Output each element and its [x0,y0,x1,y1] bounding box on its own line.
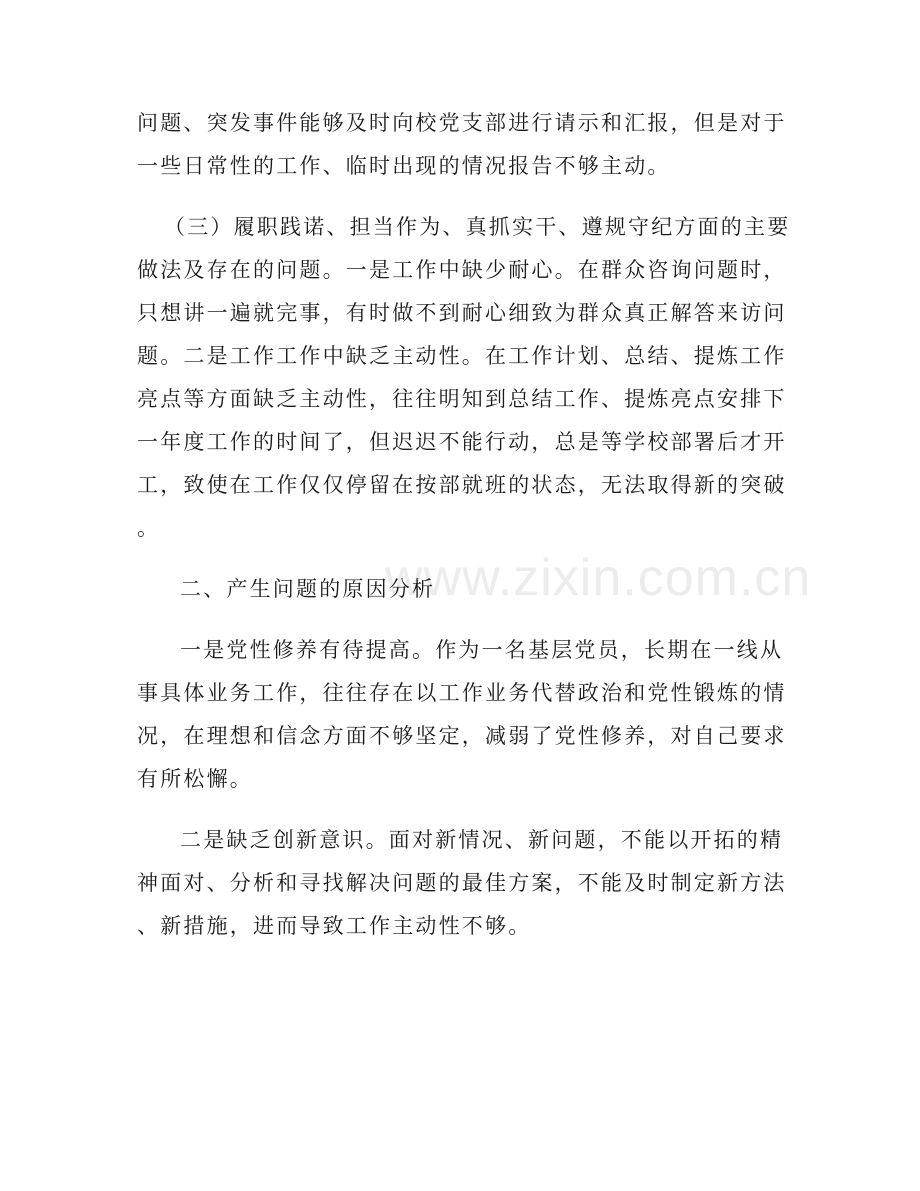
paragraph-line: 二是缺乏创新意识。面对新情况、新问题，不能以开拓的精 [180,828,784,852]
paragraph-line: 事具体业务工作，往往存在以工作业务代替政治和党性锻炼的情 [137,681,787,705]
paragraph-line: 有所松懈。 [137,767,253,791]
paragraph-line: 神面对、分析和寻找解决问题的最佳方案，不能及时制定新方法 [137,871,787,895]
paragraph-line: 、新措施，进而导致工作主动性不够。 [137,914,532,938]
watermark: www.zixin.com.cn [385,549,812,607]
paragraph-line: 一年度工作的时间了，但迟迟不能行动，总是等学校部署后才开 [137,430,787,454]
paragraph-line: 问题、突发事件能够及时向校党支部进行请示和汇报，但是对于 [137,111,787,135]
paragraph-line: 题。二是工作工作中缺乏主动性。在工作计划、总结、提炼工作 [137,344,787,368]
paragraph-line: 亮点等方面缺乏主动性，往往明知到总结工作、提炼亮点安排下 [137,387,787,411]
paragraph-line: 工，致使在工作仅仅停留在按部就班的状态，无法取得新的突破 [137,473,787,497]
paragraph-line: 。 [137,516,161,540]
paragraph-line: 做法及存在的问题。一是工作中缺少耐心。在群众咨询问题时， [137,258,787,282]
paragraph-line: 一是党性修养有待提高。作为一名基层党员，长期在一线从 [180,638,784,662]
paragraph-line: 只想讲一遍就完事，有时做不到耐心细致为群众真正解答来访问 [137,301,787,325]
paragraph-line: 一些日常性的工作、临时出现的情况报告不够主动。 [137,154,671,178]
paragraph-line: （三）履职践诺、担当作为、真抓实干、遵规守纪方面的主要 [164,215,791,239]
paragraph-line: 况，在理想和信念方面不够坚定，减弱了党性修养，对自己要求 [137,724,787,748]
section-heading: 二、产生问题的原因分析 [180,577,436,601]
